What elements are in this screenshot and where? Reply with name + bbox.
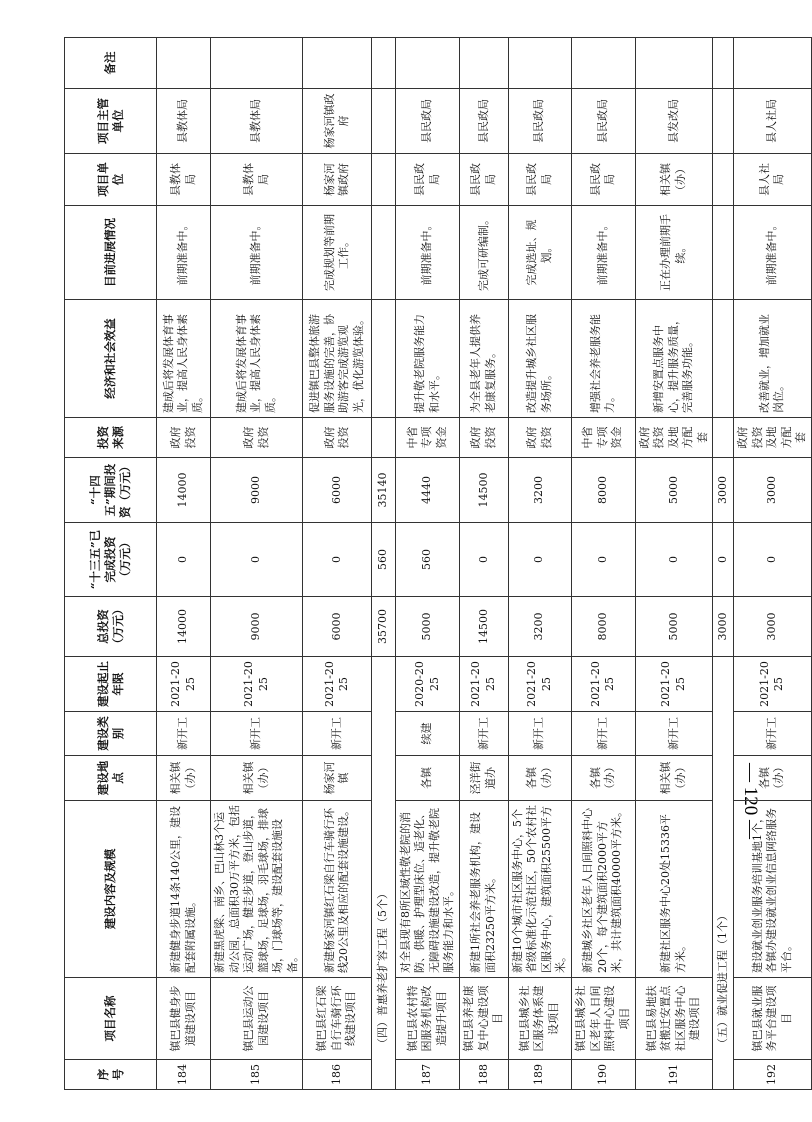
cell-content: 新建10个城市社区服务中心，5个省级标准化示范社区，50个农村社区服务中心，建筑面积25500平方米。 bbox=[508, 801, 571, 978]
cell-location: 相关镇（办） bbox=[157, 756, 211, 801]
cell-benefit: 新增安置点服务中心，提升服务质量，完善服务功能。 bbox=[635, 300, 713, 418]
cell-location: 相关镇（办） bbox=[635, 756, 713, 801]
cell-content: 新建社区服务中心20处15336平方米。 bbox=[635, 801, 713, 978]
cell-source: 中省专项资金 bbox=[571, 418, 635, 458]
section-done13: 560 bbox=[372, 523, 396, 597]
cell-benefit: 建成后将发展体育事业，提高人民身体素质。 bbox=[157, 300, 211, 418]
header-cell: 项目主管单位 bbox=[65, 89, 157, 154]
cell-name: 镇巴县健身步道建设项目 bbox=[157, 978, 211, 1060]
cell-note bbox=[303, 38, 372, 89]
cell-years: 2021-2025 bbox=[571, 657, 635, 712]
header-cell: 建设内容及规模 bbox=[65, 801, 157, 978]
cell-dept: 县民政局 bbox=[571, 89, 635, 154]
cell-benefit: 改善就业，增加就业岗位。 bbox=[734, 300, 812, 418]
section-done13: 0 bbox=[713, 523, 734, 597]
cell-unit: 杨家河镇政府 bbox=[303, 154, 372, 206]
cell-location: 各镇（办） bbox=[571, 756, 635, 801]
cell-note bbox=[635, 38, 713, 89]
cell-unit: 县教体局 bbox=[211, 154, 303, 206]
cell-benefit: 建成后将发展体育事业，提高人民身体素质。 bbox=[211, 300, 303, 418]
section-label: （五）就业促进工程（1个） bbox=[713, 657, 734, 1090]
cell-type: 新开工 bbox=[303, 712, 372, 756]
cell-years: 2021-2025 bbox=[508, 657, 571, 712]
cell-no: 185 bbox=[211, 1060, 303, 1090]
header-cell: “十四五”期间投资（万元） bbox=[65, 458, 157, 523]
cell-source: 政府投资及地方配套 bbox=[734, 418, 812, 458]
cell-years: 2021-2025 bbox=[635, 657, 713, 712]
cell-note bbox=[508, 38, 571, 89]
cell-note bbox=[460, 38, 509, 89]
cell-progress: 前期准备中。 bbox=[571, 206, 635, 300]
cell-plan14: 5000 bbox=[635, 458, 713, 523]
cell-benefit: 为全县老年人提供养老康复服务。 bbox=[460, 300, 509, 418]
section-plan14: 3000 bbox=[713, 458, 734, 523]
table-row bbox=[460, 38, 509, 1090]
cell-location: 相关镇（办） bbox=[211, 756, 303, 801]
cell-plan14: 9000 bbox=[211, 458, 303, 523]
cell-note bbox=[157, 38, 211, 89]
cell-dept: 县教体局 bbox=[211, 89, 303, 154]
cell-name: 镇巴县城乡社区老年人日间照料中心建设项目 bbox=[571, 978, 635, 1060]
cell-progress: 正在办理前期手续。 bbox=[635, 206, 713, 300]
cell-dept: 杨家河镇政府 bbox=[303, 89, 372, 154]
cell-plan14: 14000 bbox=[157, 458, 211, 523]
table-row bbox=[571, 38, 635, 1090]
cell-source: 政府投资 bbox=[157, 418, 211, 458]
cell-benefit: 增强社会养老服务能力。 bbox=[571, 300, 635, 418]
cell-progress: 前期准备中。 bbox=[211, 206, 303, 300]
cell-total: 9000 bbox=[211, 597, 303, 657]
header-cell: 经济和社会效益 bbox=[65, 300, 157, 418]
header-cell: “十三五”已完成投资（万元） bbox=[65, 523, 157, 597]
cell-type: 新开工 bbox=[508, 712, 571, 756]
cell-source: 政府投资 bbox=[460, 418, 509, 458]
table-row bbox=[734, 38, 812, 1090]
cell-name: 镇巴县养老康复中心建设项目 bbox=[460, 978, 509, 1060]
cell-total: 8000 bbox=[571, 597, 635, 657]
cell-unit: 县民政局 bbox=[460, 154, 509, 206]
cell-total: 5000 bbox=[635, 597, 713, 657]
cell-unit: 县民政局 bbox=[571, 154, 635, 206]
rotated-table-sheet bbox=[63, 0, 807, 1091]
cell-type: 新开工 bbox=[460, 712, 509, 756]
cell-plan14: 4440 bbox=[396, 458, 460, 523]
cell-done13: 0 bbox=[211, 523, 303, 597]
cell-years: 2021-2025 bbox=[157, 657, 211, 712]
section-row bbox=[372, 38, 396, 1090]
table-row bbox=[157, 38, 211, 1090]
cell-no: 186 bbox=[303, 1060, 372, 1090]
cell-type: 续建 bbox=[396, 712, 460, 756]
cell-content: 建设就业创业服务培训基地1个，各镇办建设就业创业信息网络服务平台。 bbox=[734, 801, 812, 978]
cell-unit: 县民政局 bbox=[508, 154, 571, 206]
cell-no: 190 bbox=[571, 1060, 635, 1090]
cell-type: 新开工 bbox=[635, 712, 713, 756]
cell-done13: 0 bbox=[571, 523, 635, 597]
cell-dept: 县民政局 bbox=[396, 89, 460, 154]
cell-total: 14000 bbox=[157, 597, 211, 657]
header-cell: 序号 bbox=[65, 1060, 157, 1090]
cell-done13: 0 bbox=[635, 523, 713, 597]
cell-plan14: 6000 bbox=[303, 458, 372, 523]
cell-name: 镇巴县易地扶贫搬迁安置点社区服务中心建设项目 bbox=[635, 978, 713, 1060]
cell-progress: 前期准备中。 bbox=[396, 206, 460, 300]
cell-name: 镇巴县城乡社区服务体系建设项目 bbox=[508, 978, 571, 1060]
table-row bbox=[303, 38, 372, 1090]
table-row bbox=[635, 38, 713, 1090]
cell-done13: 0 bbox=[157, 523, 211, 597]
cell-progress: 完成规划等前期工作。 bbox=[303, 206, 372, 300]
project-table bbox=[64, 37, 812, 1090]
cell-name: 镇巴县红石梁自行车骑行环线建设项目 bbox=[303, 978, 372, 1060]
cell-plan14: 3000 bbox=[734, 458, 812, 523]
cell-location: 泾洋街道办 bbox=[460, 756, 509, 801]
cell-no: 189 bbox=[508, 1060, 571, 1090]
cell-benefit: 提升敬老院服务能力和水平。 bbox=[396, 300, 460, 418]
cell-unit: 县教体局 bbox=[157, 154, 211, 206]
cell-type: 新开工 bbox=[157, 712, 211, 756]
header-cell: 投资来源 bbox=[65, 418, 157, 458]
cell-unit: 县人社局 bbox=[734, 154, 812, 206]
cell-type: 新开工 bbox=[571, 712, 635, 756]
cell-dept: 县民政局 bbox=[460, 89, 509, 154]
cell-progress: 完成选址、规划。 bbox=[508, 206, 571, 300]
cell-total: 14500 bbox=[460, 597, 509, 657]
header-cell: 目前进展情况 bbox=[65, 206, 157, 300]
cell-no: 191 bbox=[635, 1060, 713, 1090]
cell-years: 2021-2025 bbox=[460, 657, 509, 712]
cell-location: 各镇（办） bbox=[734, 756, 812, 801]
cell-progress: 前期准备中。 bbox=[734, 206, 812, 300]
cell-years: 2021-2025 bbox=[303, 657, 372, 712]
cell-unit: 县民政局 bbox=[396, 154, 460, 206]
cell-name: 镇巴县运动公园建设项目 bbox=[211, 978, 303, 1060]
cell-done13: 0 bbox=[734, 523, 812, 597]
cell-note bbox=[211, 38, 303, 89]
cell-content: 新建杨家河镇红石梁自行车骑行环线20公里及相应的配套设施建设。 bbox=[303, 801, 372, 978]
header-cell: 项目单位 bbox=[65, 154, 157, 206]
cell-done13: 0 bbox=[460, 523, 509, 597]
cell-done13: 0 bbox=[508, 523, 571, 597]
cell-plan14: 3200 bbox=[508, 458, 571, 523]
cell-location: 杨家河镇 bbox=[303, 756, 372, 801]
cell-no: 192 bbox=[734, 1060, 812, 1090]
cell-plan14: 8000 bbox=[571, 458, 635, 523]
header-row bbox=[65, 38, 157, 1090]
cell-source: 政府投资 bbox=[303, 418, 372, 458]
cell-content: 新建1所社会养老服务机构，建设面积23250平方米。 bbox=[460, 801, 509, 978]
section-row bbox=[713, 38, 734, 1090]
cell-type: 新开工 bbox=[734, 712, 812, 756]
cell-location: 各镇（办） bbox=[508, 756, 571, 801]
cell-progress: 完成可研编制。 bbox=[460, 206, 509, 300]
cell-source: 政府投资及地方配套 bbox=[635, 418, 713, 458]
cell-done13: 560 bbox=[396, 523, 460, 597]
table-row bbox=[211, 38, 303, 1090]
cell-type: 新开工 bbox=[211, 712, 303, 756]
cell-name: 镇巴县就业服务平台建设项目 bbox=[734, 978, 812, 1060]
cell-dept: 县教体局 bbox=[157, 89, 211, 154]
cell-years: 2020-2025 bbox=[396, 657, 460, 712]
table-row bbox=[396, 38, 460, 1090]
cell-progress: 前期准备中。 bbox=[157, 206, 211, 300]
cell-total: 6000 bbox=[303, 597, 372, 657]
section-label: （四）普惠养老扩容工程（5个） bbox=[372, 657, 396, 1090]
cell-name: 镇巴县农村特困服务机构改造提升项目 bbox=[396, 978, 460, 1060]
cell-no: 184 bbox=[157, 1060, 211, 1090]
cell-no: 187 bbox=[396, 1060, 460, 1090]
section-total: 35700 bbox=[372, 597, 396, 657]
cell-source: 中省专项资金 bbox=[396, 418, 460, 458]
section-total: 3000 bbox=[713, 597, 734, 657]
page-number: — 120 — bbox=[740, 763, 761, 839]
header-cell: 备注 bbox=[65, 38, 157, 89]
cell-content: 对全县现有8所区域性敬老院的消防、供暖、护理型床位、适老化、无障碍设施建设改造，提升敬老院服务能力和水平。 bbox=[396, 801, 460, 978]
cell-done13: 0 bbox=[303, 523, 372, 597]
cell-unit: 相关镇（办） bbox=[635, 154, 713, 206]
cell-note bbox=[396, 38, 460, 89]
header-cell: 建设地点 bbox=[65, 756, 157, 801]
cell-dept: 县发改局 bbox=[635, 89, 713, 154]
cell-total: 3000 bbox=[734, 597, 812, 657]
cell-note bbox=[571, 38, 635, 89]
cell-note bbox=[734, 38, 812, 89]
cell-content: 新建黑虎梁、南乡、巴山林3个运动公园，总面积30万平方米，包括运动广场，健走步道，登山步道，篮球场，足球场，羽毛球场，排球场，门球场等，建设配套设施设备。 bbox=[211, 801, 303, 978]
cell-location: 各镇 bbox=[396, 756, 460, 801]
cell-dept: 县人社局 bbox=[734, 89, 812, 154]
header-cell: 项目名称 bbox=[65, 978, 157, 1060]
cell-total: 3200 bbox=[508, 597, 571, 657]
cell-benefit: 促进镇巴县整体旅游服务设施的完善，协助游客完成游览观光，优化游览体验。 bbox=[303, 300, 372, 418]
header-cell: 建设起止年限 bbox=[65, 657, 157, 712]
cell-total: 5000 bbox=[396, 597, 460, 657]
cell-no: 188 bbox=[460, 1060, 509, 1090]
header-cell: 建设类别 bbox=[65, 712, 157, 756]
cell-content: 新建城乡社区老年人日间照料中心20个，每个建筑面积2000平方米，共计建筑面积40000平方米。 bbox=[571, 801, 635, 978]
cell-dept: 县民政局 bbox=[508, 89, 571, 154]
cell-years: 2021-2025 bbox=[211, 657, 303, 712]
cell-content: 新建健身步道14条140公里，建设配套附属设施。 bbox=[157, 801, 211, 978]
cell-source: 政府投资 bbox=[211, 418, 303, 458]
cell-benefit: 改造提升城乡社区服务场所。 bbox=[508, 300, 571, 418]
cell-years: 2021-2025 bbox=[734, 657, 812, 712]
header-cell: 总投资（万元） bbox=[65, 597, 157, 657]
cell-plan14: 14500 bbox=[460, 458, 509, 523]
table-row bbox=[508, 38, 571, 1090]
cell-source: 政府投资 bbox=[508, 418, 571, 458]
section-plan14: 35140 bbox=[372, 458, 396, 523]
